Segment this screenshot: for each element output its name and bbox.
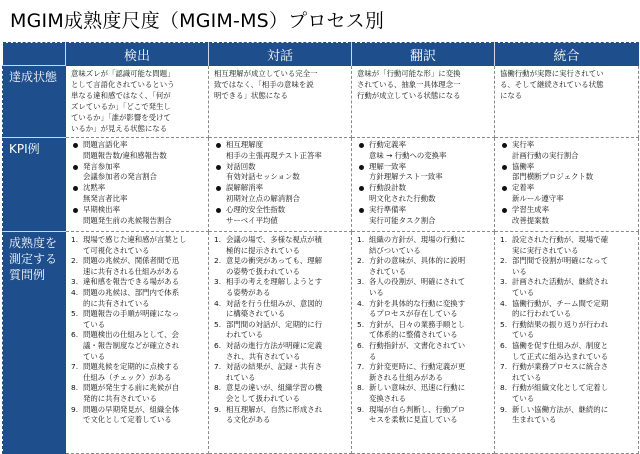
question-number: 3. [214,277,222,287]
cell-text-line: ているか」「誰が影響を受けて [71,113,171,122]
question-text-line: 極的に提示されている [226,245,300,255]
cell-text-line: る、そして継続されている状態 [500,80,604,89]
question-item [214,362,348,383]
kpi-item-detail: 問題報告数/違和感報告数 [83,150,167,160]
kpi-cell [352,138,495,232]
question-number: 1. [214,235,222,244]
kpi-item: 実行準備率 [357,205,491,216]
kpi-item-detail: 改善提案数 [512,215,549,225]
kpi-item: 理解一致率 [357,162,491,173]
question-number: 3. [357,277,365,287]
questions-cell [352,232,495,454]
achievement-row [3,66,639,138]
question-number: 4. [357,298,365,308]
question-text-line: 的に行われている [512,309,572,319]
question-item [71,362,205,383]
question-text-line: 問題検出の仕組みとして、会 [83,330,179,340]
question-text-line: るプロセスが存在している [369,309,458,319]
question-number: 5. [214,319,222,329]
question-text-line: 計画された活動が、継続され [512,277,609,287]
kpi-item-detail: 方針理解テスト一致率 [369,172,443,182]
question-text-line: 問題の兆候が、関係者間で迅 [83,256,180,266]
cell-text-line: として言語化されているという [71,80,175,89]
question-text-line: 変換される [369,393,406,403]
question-item [357,235,491,256]
question-list [209,232,351,426]
question-number: 8. [357,383,365,393]
kpi-item-detail: 意味 → 行動への変換率 [369,150,447,160]
question-text-line: 会議の場で、多様な視点が積 [226,235,322,244]
question-number: 9. [500,404,508,414]
kpi-item: 学習生成率 [500,205,635,216]
question-item [71,235,205,256]
question-list [495,232,638,426]
question-text-line: ている [83,351,106,361]
cell-text-line: 致ではなく、「相手の意味を説 [214,80,314,89]
question-number: 4. [500,298,508,308]
questions-row [3,232,639,454]
question-text-line: 各人の役割が、明確にされて [369,277,466,287]
question-text-line: 相手の考えを理解しようとす [226,277,323,287]
kpi-item-detail: 新ルール遵守率 [512,193,564,203]
question-text-line: 意見の衝突があっても、理解 [226,256,323,266]
question-text-line: 対話の進行方法が明確に定義 [226,340,323,350]
question-text-line: れている [226,372,256,382]
question-item [357,362,491,383]
page-title: MGIM成熟度尺度（MGIM-MS）プロセス別 [10,10,385,32]
question-item [500,405,635,426]
question-number: 6. [357,340,365,350]
kpi-item: 行動定義率 [357,140,491,151]
question-text-line: 的に共有されている [83,298,150,308]
question-text-line: 設定された行動が、現場で確 [512,235,609,244]
kpi-cell [66,138,209,232]
question-text-line: 新しい協働方法が、継続的に [512,404,609,414]
question-number: 5. [357,319,365,329]
question-text-line: 新される仕組みがある [369,372,443,382]
kpi-item: 実行率 [500,140,635,151]
column-header-translation: 翻訳 [352,43,495,66]
kpi-item: 問題言語化率 [71,140,205,151]
question-item [214,277,348,298]
question-number: 1. [71,235,79,244]
question-number: 1. [500,235,508,244]
kpi-item-detail: 無発言者比率 [83,193,128,203]
kpi-item-detail: サーベイ平均値 [226,215,278,225]
question-text-line: で文化として定着している [83,415,172,425]
cell-text-line: いるか」が見える状態になる [71,124,168,133]
kpi-item: 早期検出率 [71,205,205,216]
question-number: 7. [500,362,508,372]
question-text-line: 問題報告の手順が明確になっ [83,309,180,319]
kpi-list [66,138,208,226]
question-text-line: 方針が、日々の業務手順とし [369,319,466,329]
cell-text-line: 協働行動が実際に実行されてい [500,69,604,78]
question-number: 9. [357,404,365,414]
question-text-line: 実に実行されている [512,245,579,255]
question-text-line: 行動結果の振り返りが行われ [512,319,609,329]
kpi-list [495,138,638,226]
kpi-item-detail: 問題発生前の兆候報告割合 [83,215,172,225]
question-text-line: る姿勢がある [226,287,271,297]
question-text-line: 部門間の対話が、定期的に行 [226,319,323,329]
question-item [500,277,635,298]
question-number: 6. [71,330,79,340]
question-text-line: 速に共有される仕組みがある [83,266,180,276]
question-text-line: る [369,351,377,361]
kpi-item-detail: 相手の主張再現テスト正答率 [226,150,322,160]
question-text-line: いる [512,266,527,276]
question-text-line: 対話の結果が、記録・共有さ [226,362,323,372]
header-row [3,43,639,66]
question-number: 3. [500,277,508,287]
question-text-line: ている [512,330,535,340]
kpi-list [209,138,351,226]
question-text-line: 組織の方針が、現場の行動に [369,235,466,244]
kpi-item-detail: 有効対話セッション数 [226,172,300,182]
question-item [214,235,348,256]
question-text-line: 現場が自ら判断し、行動プロ [369,404,466,414]
question-item [500,256,635,277]
question-text-line: ている [512,393,535,403]
question-text-line: 方針を具体的な行動に変換す [369,298,466,308]
question-item [500,320,635,341]
question-number: 8. [214,383,222,393]
question-item [357,320,491,341]
question-text-line: の姿勢で扱われている [226,266,300,276]
question-text-line: 違和感を報告できる場がある [83,277,180,287]
kpi-item-detail: 会議参加者の発言割合 [83,172,157,182]
question-item [71,277,205,288]
question-number: 6. [500,340,508,350]
kpi-item: 心理的安全性指数 [214,205,348,216]
question-item [500,299,635,320]
kpi-item-detail: 初期対立点の解消割合 [226,193,300,203]
cell-text-line: 意味ズレが「認識可能な問題」 [71,69,175,78]
question-text-line: 行動が業務プロセスに統合さ [512,362,609,372]
question-number: 2. [214,256,222,266]
question-item [71,330,205,362]
question-number: 2. [357,256,365,266]
question-number: 4. [71,287,79,297]
cell-text-line: になる [500,91,523,100]
question-item [214,405,348,426]
kpi-cell [495,138,639,232]
question-text-line: 問題が発生する前に兆候が自 [83,383,180,393]
question-text-line: われている [226,330,263,340]
question-number: 1. [357,235,365,244]
question-text-line: されている [369,266,406,276]
question-item [500,235,635,256]
question-item [71,288,205,309]
kpi-item-detail: 部門横断プロジェクト数 [512,172,594,182]
question-item [500,362,635,383]
column-header-detection: 検出 [66,43,209,66]
kpi-item-detail: 実行可能タスク割合 [369,215,436,225]
kpi-list [352,138,494,226]
question-number: 6. [214,340,222,350]
question-text-line: ている [512,287,535,297]
question-item [214,383,348,404]
kpi-item: 対話回数 [214,162,348,173]
kpi-row [3,138,639,232]
corner-cell [3,43,66,66]
cell-text-line: 意味が「行動可能な形」に変換 [357,69,461,78]
question-number: 9. [71,404,79,414]
question-text-line: 仕組み（チェック）がある [83,372,172,382]
kpi-item: 協働率 [500,162,635,173]
question-number: 4. [214,298,222,308]
question-item [71,256,205,277]
question-text-line: 協働行動が、チーム間で定期 [512,298,609,308]
question-text-line: 協働を促す仕組みが、制度と [512,340,609,350]
question-text-line: れている [512,372,542,382]
column-header-integration: 統合 [495,43,639,66]
question-item [71,383,205,404]
question-item [500,341,635,362]
column-header-dialogue: 対話 [209,43,352,66]
row-header-achievement: 達成状態 [3,66,66,138]
achievement-cell [66,66,209,138]
question-text-line: 結びついている [369,245,421,255]
kpi-cell [209,138,352,232]
question-text-line: に構築されている [226,309,286,319]
question-text-line: 行動指針が、文書化されてい [369,340,466,350]
question-text-line: され、共有されている [226,351,301,361]
question-text-line: して正式に組み込まれている [512,351,609,361]
question-item [500,383,635,404]
question-text-line: いる [369,287,384,297]
questions-cell [66,232,209,454]
question-text-line: 議・報告制度などが確立され [83,340,180,350]
question-text-line: て体系的に整備されている [369,330,458,340]
question-text-line: 部門間で役割が明確になって [512,256,609,266]
kpi-item-detail: 計画行動の実行割合 [512,150,579,160]
cell-text-line: 行動が成立している状態になる [357,91,461,100]
question-number: 7. [357,362,365,372]
cell-text-line: されている、抽象一具体理念一 [357,80,461,89]
question-number: 2. [500,256,508,266]
row-header-kpi: KPI例 [3,138,66,232]
question-number: 8. [71,383,79,393]
question-item [71,309,205,330]
question-text-line: 問題兆候を定期的に点検する [83,362,180,372]
question-text-line: 方針変更時に、行動定義が更 [369,362,466,372]
question-item [357,299,491,320]
question-text-line: 意見の違いが、組織学習の機 [226,383,323,393]
question-item [357,341,491,362]
question-list [352,232,494,426]
kpi-item: 定着率 [500,183,635,194]
question-number: 3. [71,277,79,287]
question-text-line: 問題の早期発見が、組織全体 [83,404,180,414]
question-text-line: る文化がある [226,415,271,425]
question-number: 7. [71,362,79,372]
question-text-line: 相互理解が、自然に形成され [226,404,323,414]
cell-text-line: 相互理解が成立している完全一 [214,69,318,78]
question-item [357,277,491,298]
cell-text-line: ズレているか」「どこで発生し [71,102,171,111]
kpi-item: 沈黙率 [71,183,205,194]
question-text-line: 行動が組織文化として定着し [512,383,609,393]
question-item [214,341,348,362]
question-text-line: 現場で感じた違和感が言葉とし [83,235,187,244]
kpi-item: 相互理解度 [214,140,348,151]
question-item [71,405,205,426]
achievement-cell [209,66,352,138]
question-list [66,232,208,426]
kpi-item: 誤解解消率 [214,183,348,194]
question-number: 7. [214,362,222,372]
question-item [214,299,348,320]
cell-text-line: 明できる」状態になる [214,91,288,100]
questions-cell [495,232,639,454]
row-header-questions: 成熟度を測定する質問例 [3,232,66,454]
cell-text-line: 単なる違和感ではなく、「何が [71,91,171,100]
question-item [357,256,491,277]
questions-cell [209,232,352,454]
question-text-line: 生まれている [512,415,557,425]
kpi-item-detail: 明文化された行動数 [369,193,436,203]
question-text-line: 方針の意味が、具体的に説明 [369,256,466,266]
question-number: 8. [500,383,508,393]
question-text-line: 新しい意味が、迅速に行動に [369,383,466,393]
question-text-line: て可視化されている [83,245,150,255]
question-text-line: 発的に共有されている [83,393,157,403]
question-text-line: セスを柔軟に見直している [369,415,458,425]
kpi-item: 行動設計数 [357,183,491,194]
question-number: 5. [71,309,79,319]
question-item [214,256,348,277]
question-number: 9. [214,404,222,414]
question-number: 5. [500,319,508,329]
achievement-cell [495,66,639,138]
maturity-table [2,42,639,454]
question-item [357,383,491,404]
question-item [357,405,491,426]
question-text-line: 問題の兆候は、部門内で体系 [83,287,180,297]
achievement-cell [352,66,495,138]
question-number: 2. [71,256,79,266]
question-item [214,320,348,341]
question-text-line: 会として扱われている [226,393,300,403]
question-text-line: ている [83,319,106,329]
kpi-item: 発言参加率 [71,162,205,173]
question-text-line: 対話を行う仕組みが、意図的 [226,298,323,308]
